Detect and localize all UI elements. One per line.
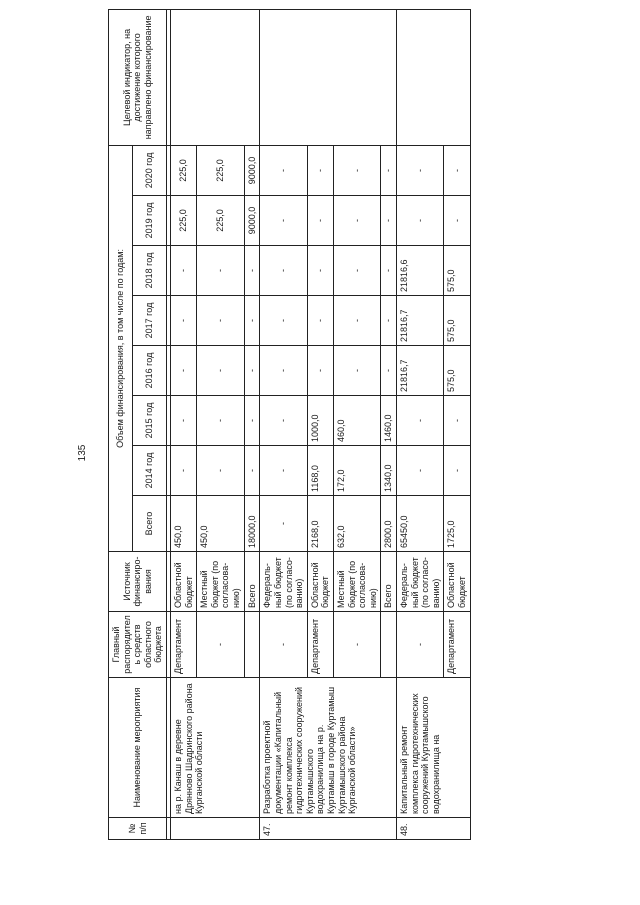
admin-cell: Департамент [171, 612, 197, 678]
value-cell: - [444, 446, 470, 496]
value-cell: - [171, 346, 197, 396]
source-cell: Всего [244, 552, 260, 612]
header-source: Источник финансиро- вания [109, 552, 167, 612]
value-cell: - [197, 246, 244, 296]
header-year: 2018 год [132, 246, 166, 296]
value-cell: - [333, 296, 380, 346]
value-cell: 2168,0 [307, 496, 333, 552]
header-year: 2019 год [132, 196, 166, 246]
value-cell: - [397, 396, 444, 446]
value-cell: 1340,0 [381, 446, 397, 496]
value-cell: - [381, 296, 397, 346]
value-cell: - [307, 346, 333, 396]
source-cell: Федераль- ный бюджет (по согласо- ванию) [260, 552, 307, 612]
value-cell: 21816,6 [397, 246, 444, 296]
value-cell: 9000,0 [244, 145, 260, 195]
value-cell: 172,0 [333, 446, 380, 496]
page-number: 135 [76, 444, 88, 462]
value-cell: - [381, 145, 397, 195]
value-cell: - [260, 246, 307, 296]
rotated-page-content [108, 15, 578, 840]
value-cell: 632,0 [333, 496, 380, 552]
value-cell: 2800,0 [381, 496, 397, 552]
value-cell: - [307, 246, 333, 296]
value-cell: - [444, 145, 470, 195]
source-cell: Областной бюджет [307, 552, 333, 612]
value-cell: - [171, 396, 197, 446]
value-cell: 575,0 [444, 296, 470, 346]
value-cell: 225,0 [171, 196, 197, 246]
value-cell: - [397, 446, 444, 496]
source-cell: Областной бюджет [171, 552, 197, 612]
admin-cell: - [333, 612, 380, 678]
value-cell: - [333, 246, 380, 296]
target-cell [171, 9, 260, 145]
value-cell: 225,0 [197, 145, 244, 195]
target-cell [260, 9, 397, 145]
financing-table [108, 9, 471, 840]
value-cell: 460,0 [333, 396, 380, 446]
header-row [109, 9, 133, 839]
value-cell: - [307, 145, 333, 195]
header-year: 2015 год [132, 396, 166, 446]
value-cell: - [197, 446, 244, 496]
value-cell: - [260, 145, 307, 195]
value-cell: - [397, 196, 444, 246]
value-cell: - [244, 246, 260, 296]
admin-cell: - [197, 612, 244, 678]
header-admin: Главный распорядитель средств областного бюджета [109, 612, 167, 678]
value-cell: 18000,0 [244, 496, 260, 552]
table-row [397, 9, 444, 839]
admin-cell: Департамент [307, 612, 333, 678]
value-cell: - [333, 196, 380, 246]
admin-cell: - [260, 612, 307, 678]
value-cell: 1460,0 [381, 396, 397, 446]
source-cell: Местный бюджет (по согласова- нию) [333, 552, 380, 612]
value-cell: 1725,0 [444, 496, 470, 552]
table-row [171, 9, 197, 839]
header-year: 2016 год [132, 346, 166, 396]
value-cell: - [260, 396, 307, 446]
value-cell: - [307, 296, 333, 346]
header-year: 2014 год [132, 446, 166, 496]
measure-name: на р. Канаш в деревне Дрянново Шадринского района Курганской области [171, 678, 260, 818]
value-cell: 225,0 [197, 196, 244, 246]
header-year: 2020 год [132, 145, 166, 195]
table-row [260, 9, 307, 839]
row-num-cell: 48. [397, 818, 471, 840]
value-cell: - [444, 396, 470, 446]
header-volume: Объем финансирования, в том числе по годам: [109, 145, 133, 551]
value-cell: - [333, 145, 380, 195]
value-cell: - [171, 246, 197, 296]
source-cell: Федераль- ный бюджет (по согласо- ванию) [397, 552, 444, 612]
row-num-cell [171, 818, 260, 840]
value-cell: - [197, 346, 244, 396]
value-cell: - [244, 346, 260, 396]
admin-cell [244, 612, 260, 678]
header-name: Наименование мероприятия [109, 678, 167, 818]
value-cell: 21816,7 [397, 296, 444, 346]
source-cell: Местный бюджет (по согласова- нию) [197, 552, 244, 612]
value-cell: 1168,0 [307, 446, 333, 496]
value-cell: 450,0 [171, 496, 197, 552]
header-total: Всего [132, 496, 166, 552]
value-cell: 450,0 [197, 496, 244, 552]
value-cell: 1000,0 [307, 396, 333, 446]
value-cell: - [171, 446, 197, 496]
value-cell: 9000,0 [244, 196, 260, 246]
header-year: 2017 год [132, 296, 166, 346]
source-cell: Всего [381, 552, 397, 612]
value-cell: 225,0 [171, 145, 197, 195]
value-cell: - [260, 196, 307, 246]
value-cell: 575,0 [444, 246, 470, 296]
value-cell: - [333, 346, 380, 396]
value-cell: - [244, 396, 260, 446]
value-cell: - [381, 196, 397, 246]
value-cell: - [171, 296, 197, 346]
value-cell: - [244, 296, 260, 346]
value-cell: - [260, 446, 307, 496]
value-cell: - [244, 446, 260, 496]
value-cell: 65450,0 [397, 496, 444, 552]
value-cell: - [260, 346, 307, 396]
value-cell: - [307, 196, 333, 246]
value-cell: 21816,7 [397, 346, 444, 396]
value-cell: 575,0 [444, 346, 470, 396]
measure-name: Капитальный ремонт комплекса гидротехнических сооружений Куртамышского водохранилища на [397, 678, 471, 818]
header-target: Целевой индикатор, на достижение которого направлено финансирование [109, 9, 167, 145]
value-cell: - [260, 496, 307, 552]
admin-cell [381, 612, 397, 678]
admin-cell: Департамент [444, 612, 470, 678]
source-cell: Областной бюджет [444, 552, 470, 612]
value-cell: - [381, 246, 397, 296]
header-num: № п/п [109, 818, 167, 840]
row-num-cell: 47. [260, 818, 397, 840]
target-cell [397, 9, 471, 145]
value-cell: - [397, 145, 444, 195]
measure-name: Разработка проектной документации «Капитальный ремонт комплекса гидротехнических сооружений Куртамышского водохранилища на р. Куртамыш в городе Куртамыш Куртамышского района Курганской области» [260, 678, 397, 818]
value-cell: - [197, 296, 244, 346]
value-cell: - [197, 396, 244, 446]
value-cell: - [381, 346, 397, 396]
value-cell: - [260, 296, 307, 346]
value-cell: - [444, 196, 470, 246]
admin-cell: - [397, 612, 444, 678]
